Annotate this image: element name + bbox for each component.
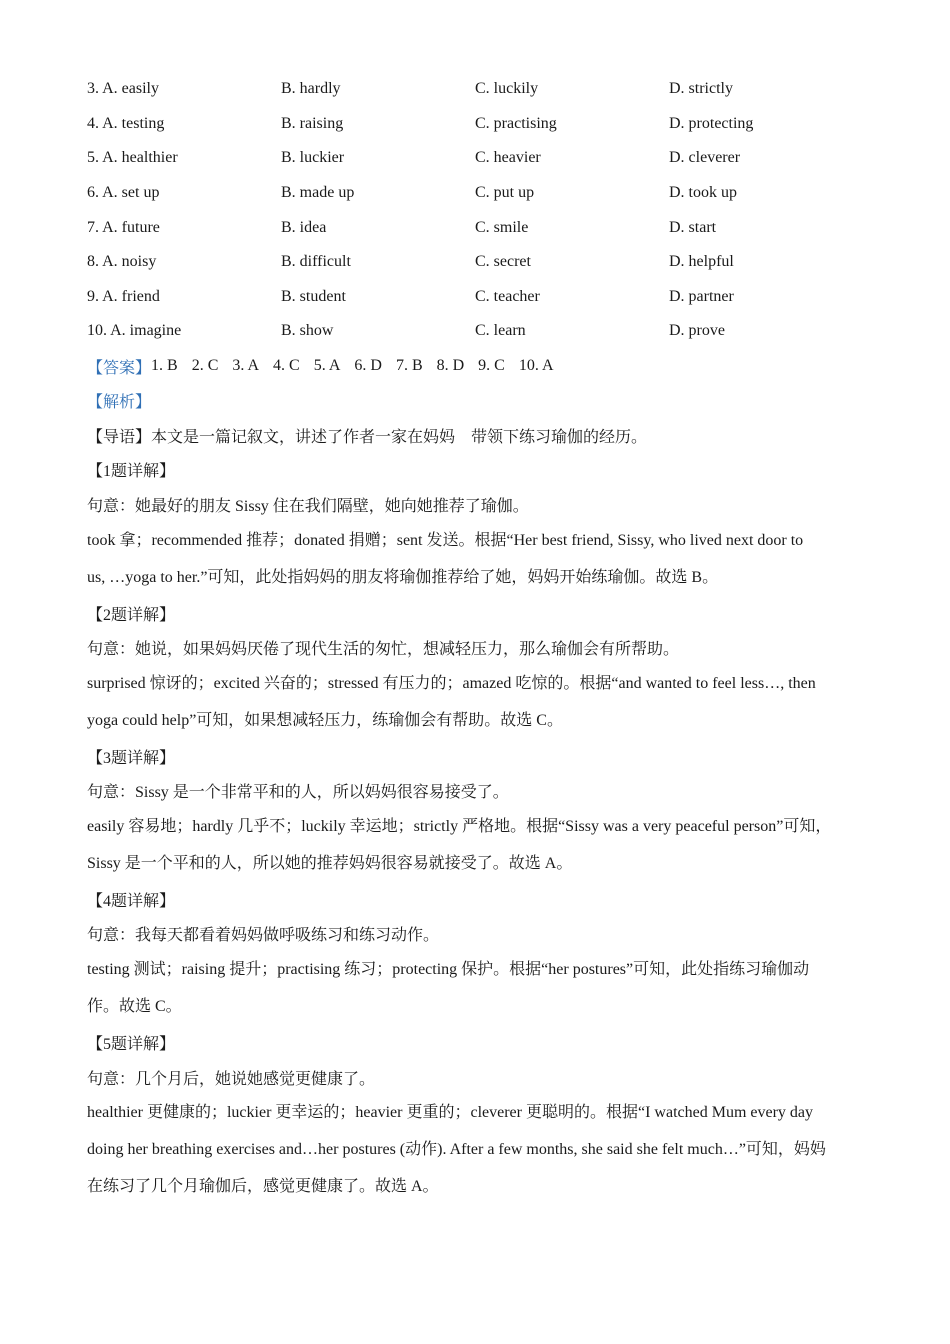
q2-line: yoga could help”可知，如果想减轻压力，练瑜伽会有帮助。故选 C。 [87,711,563,729]
q4-line: testing 测试；raising 提升；practising 练习；protecting 保护。根据“her postures”可知，此处指练习瑜伽动 [87,961,810,979]
answer-item: 2. C [191,357,219,375]
q3-meaning: 句意：Sissy 是一个非常平和的人，所以妈妈很容易接受了。 [87,784,509,802]
option-d: D. prove [669,322,725,340]
option-a: 8. A. noisy [87,253,157,271]
option-c: C. luckily [475,80,539,98]
option-row [87,314,867,349]
q1-line: us, …yoga to her.”可知，此处指妈妈的朋友将瑜伽推荐给了她，妈妈开始练瑜伽。故选 B。 [87,568,719,586]
option-c: C. put up [475,184,535,202]
option-row [87,280,867,315]
q1-heading: 【1题详解】 [87,463,176,481]
option-a: 4. A. testing [87,114,165,132]
option-c: C. smile [475,218,529,236]
option-b: B. idea [281,218,327,236]
option-row [87,245,867,280]
option-d: D. helpful [669,253,734,271]
q2-line: surprised 惊讶的；excited 兴奋的；stressed 有压力的；amazed 吃惊的。根据“and wanted to feel less…, then [87,674,816,692]
option-d: D. strictly [669,80,733,98]
option-b: B. difficult [281,253,351,271]
q3-heading: 【3题详解】 [87,749,176,767]
answer-item: 6. D [354,357,382,375]
answer-item: 8. D [436,357,465,375]
answer-item: 10. A [518,357,554,375]
q4-explanation [87,951,867,1025]
answer-label: 【答案】 [87,359,152,377]
option-c: C. secret [475,253,531,271]
option-row [87,141,867,176]
q5-line: healthier 更健康的；luckier 更幸运的；heavier 更重的；cleverer 更聪明的。根据“I watched Mum every day [87,1104,814,1122]
q5-explanation [87,1094,867,1205]
option-a: 3. A. easily [87,80,159,98]
option-c: C. practising [475,114,557,132]
analysis-label: 【解析】 [87,394,152,412]
option-a: 5. A. healthier [87,149,178,167]
q2-heading: 【2题详解】 [87,606,176,624]
options-table [87,72,867,349]
q3-line: easily 容易地；hardly 几乎不；luckily 幸运地；strictly 严格地。根据“Sissy was a very peaceful person”可知， [87,818,832,836]
option-d: D. took up [669,184,737,202]
option-b: B. raising [281,114,344,132]
q3-line: Sissy 是一个平和的人，所以她的推荐妈妈很容易就接受了。故选 A。 [87,855,573,873]
q5-meaning: 句意：几个月后，她说她感觉更健康了。 [87,1070,376,1088]
option-a: 10. A. imagine [87,322,182,340]
answer-item: 1. B [151,357,178,375]
intro-text: 【导语】本文是一篇记叙文，讲述了作者一家在妈妈 带领下练习瑜伽的经历。 [87,428,648,446]
option-b: B. hardly [281,80,341,98]
document-page [87,72,867,1205]
option-row [87,176,867,211]
option-a: 7. A. future [87,218,160,236]
q4-meaning: 句意：我每天都看着妈妈做呼吸练习和练习动作。 [87,927,440,945]
option-d: D. partner [669,287,734,305]
option-b: B. luckier [281,149,345,167]
answer-line [87,349,867,384]
option-b: B. student [281,287,346,305]
option-c: C. teacher [475,287,540,305]
option-row [87,107,867,142]
option-c: C. heavier [475,149,541,167]
option-d: D. cleverer [669,149,741,167]
answer-item: 9. C [478,357,505,375]
q4-line: 作。故选 C。 [87,998,182,1016]
option-b: B. made up [281,184,355,202]
option-row [87,72,867,107]
option-b: B. show [281,322,334,340]
q5-line: 在练习了几个月瑜伽后，感觉更健康了。故选 A。 [87,1178,439,1196]
option-c: C. learn [475,322,526,340]
answer-item: 4. C [273,357,300,375]
q2-meaning: 句意：她说，如果妈妈厌倦了现代生活的匆忙，想减轻压力，那么瑜伽会有所帮助。 [87,641,680,659]
answer-item: 5. A [313,357,341,375]
option-row [87,210,867,245]
q5-heading: 【5题详解】 [87,1036,176,1054]
option-d: D. protecting [669,114,754,132]
q1-explanation [87,522,867,596]
q1-line: took 拿；recommended 推荐；donated 捐赠；sent 发送。根据“Her best friend, Sissy, who lived next door to [87,531,804,549]
option-d: D. start [669,218,717,236]
answer-item: 7. B [395,357,423,375]
q3-explanation [87,808,867,882]
option-a: 6. A. set up [87,184,160,202]
option-a: 9. A. friend [87,287,160,305]
answer-item: 3. A [232,357,260,375]
q1-meaning: 句意：她最好的朋友 Sissy 住在我们隔壁，她向她推荐了瑜伽。 [87,497,529,515]
q5-line: doing her breathing exercises and…her postures (动作). After a few months, she said she felt much…”可知，妈妈 [87,1141,826,1159]
q4-heading: 【4题详解】 [87,892,176,910]
q2-explanation [87,665,867,739]
